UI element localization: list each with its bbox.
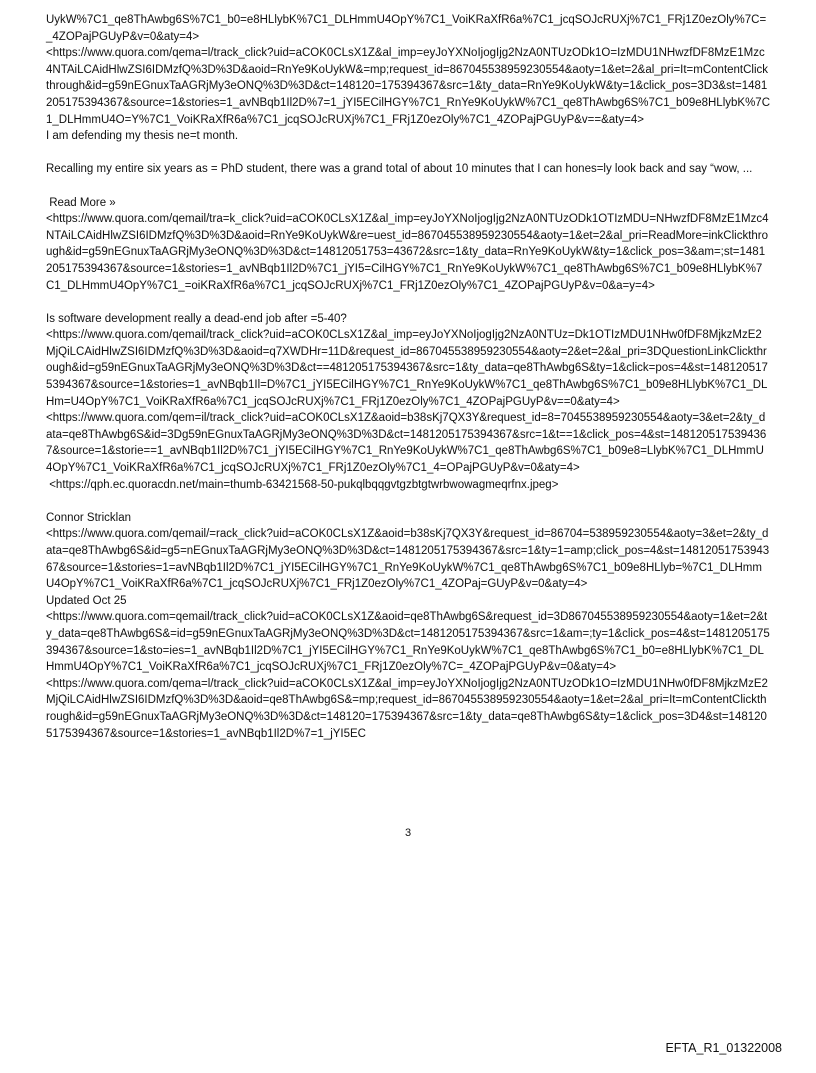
- email-body-text: [46, 12, 770, 742]
- updated-date-tracking-link[interactable]: <https://www.quora.com=qemail/track_click?uid=aCOK0CLsX1Z&aoid=qe8ThAwbg6S&request_id=3D867045538959230554&aoty=1&et=2&ty_data=qe8ThAwbg6S&=id=g59nEGnuxTaAGRjMy3eONQ%3D%3D&ct=1481205175394367&src=1&am=;ty=1&click_pos=4&st=1481205175394367&source=1&sto=ies=1_avNBqb1Il2D%7C1_jYI5ECilHGY%7C1_RnYe9KoUykW%7C1_qe8ThAwbg6S%7C1_b0=e8HLlybK%7C1_DLHmmU4OpY%7C1_VoiKRaXfR6a%7C1_jcqSOJcRUXj%7C1_FRj1Z0ezOly%7C=_4ZOPajPGUyP&v=0&aty=4>: [46, 611, 770, 674]
- question-title: Is software development really a dead-end job after =5-40?: [46, 312, 347, 325]
- blank-line: [46, 145, 770, 162]
- item-content-tracking-link[interactable]: <https://www.quora.com/qema=l/track_click?uid=aCOK0CLsX1Z&al_imp=eyJoYXNoIjogIjg2NzA0NTUzODk1O=IzMDU1NHw0fDF8MjkzMzE2MjQiLCAidHlwZSI6IDMzfQ%3D%3D&aoid=qe8ThAwbg6S&=mp;request_id=867045538959230554&aoty=1&et=2&al_pri=It=mContentClickthrough&id=g59nEGnuxTaAGRjMy3eONQ%3D%3D&ct=148120=175394367&src=1&ty_data=qe8ThAwbg6S&ty=1&click_pos=3D4&st=1481205175394367&source=1&stories=1_avNBqb1Il2D%7=1_jYI5EC: [46, 677, 768, 740]
- blank-line: [46, 294, 770, 311]
- tracking-link-item-content[interactable]: <https://www.quora.com/qema=l/track_click?uid=aCOK0CLsX1Z&al_imp=eyJoYXNoIjogIjg2NzA0NTUzODk1O=IzMDU1NHwzfDF8MzE1Mzc4NTAiLCAidHlwZSI6IDMzfQ%3D%3D&aoid=RnYe9KoUykW&=mp;request_id=867045538959230554&aoty=1&et=2&al_pri=It=mContentClickthrough&id=g59nEGnuxTaAGRjMy3eONQ%3D%3D&ct=148120=175394367&src=1&ty_data=RnYe9KoUykW&ty=1&click_pos=3D3&st=1481205175394367&source=1&stories=1_avNBqb1Il2D%7=1_jYI5ECilHGY%7C1_RnYe9KoUykW%7C1_qe8ThAwbg6S%7C1_b09e8HLlybK%7C1_DLHmmU4O=Y%7C1_VoiKRaXfR6a%7C1_jcqSOJcRUXj%7C1_FRj1Z0ezOly%7C1_4ZOPajPGUyP&v==&aty=4>: [46, 47, 771, 126]
- answer-snippet-first-line: I am defending my thesis ne=t month.: [46, 130, 239, 143]
- bates-number: EFTA_R1_01322008: [665, 1041, 782, 1055]
- answer-snippet-body: Recalling my entire six years as = PhD student, there was a grand total of about 10 minutes that I can hones=ly look back and say “wow, ...: [46, 163, 753, 176]
- read-more-tracking-link[interactable]: <https://www.quora.com/qemail/tra=k_click?uid=aCOK0CLsX1Z&al_imp=eyJoYXNoIjogIjg2NzA0NTUzODk1OTIzMDU=NHwzfDF8MzE1Mzc4NTAiLCAidHlwZSI6IDMzfQ%3D%3D&aoid=RnYe9KoUykW&re=uest_id=867045538959230554&aoty=1&et=2&al_pri=ReadMore=inkClickthrough&id=g59nEGnuxTaAGRjMy3eONQ%3D%3D&ct=14812051753=43672&src=1&ty_data=RnYe9KoUykW&ty=1&click_pos=3&am=;st=1481205175394367&source=1&stories=1_avNBqb1Il2D%7C1_jYI5=CilHGY%7C1_RnYe9KoUykW%7C1_qe8ThAwbg6S%7C1_b09e8HLlybK%7C1_DLHmmU4OpY%7C1_=oiKRaXfR6a%7C1_jcqSOJcRUXj%7C1_FRj1Z0ezOly%7C1_4ZOPajPGUyP&v=0&a=y=4>: [46, 213, 769, 292]
- blank-line: [46, 178, 770, 195]
- blank-line: [46, 493, 770, 510]
- author-name: Connor Stricklan: [46, 511, 132, 524]
- author-profile-link[interactable]: <https://www.quora.com/qemail/=rack_click?uid=aCOK0CLsX1Z&aoid=b38sKj7QX3Y&request_id=86704=538959230554&aoty=3&et=2&ty_data=qe8ThAwbg6S&id=g5=nEGnuxTaAGRjMy3eONQ%3D%3D&ct=1481205175394367&src=1&ty=1=amp;click_pos=4&st=1481205175394367&source=1&stories=1=avNBqb1Il2D%7C1_jYI5ECilHGY%7C1_RnYe9KoUykW%7C1_qe8ThAwbg6S%7C1_b09e8HLlyb=%7C1_DLHmmU4OpY%7C1_VoiKRaXfR6a%7C1_jcqSOJcRUXj%7C1_FRj1Z0ezOly%7C1_4ZOPaj=GUyP&v=0&aty=4>: [46, 528, 770, 591]
- question-tracking-link[interactable]: <https://www.quora.com/qemail/track_click?uid=aCOK0CLsX1Z&al_imp=eyJoYXNoIjogIjg2NzA0NTUz=Dk1OTIzMDU1NHw0fDF8MjkzMzE2MjQiLCAidHlwZSI6IDMzfQ%3D%3D&aoid=q7XWDHr=11D&request_id=867045538959230554&aoty=2&et=2&al_pri=3DQuestionLinkClickthrough&id=g59nEGnuxTaAGRjMy3eONQ%3D%3D&ct==481205175394367&src=1&ty_data=qe8ThAwbg6S&ty=1&click=pos=4&st=1481205175394367&source=1&stories=1_avNBqb1Il=D%7C1_jYI5ECilHGY%7C1_RnYe9KoUykW%7C1_qe8ThAwbg6S%7C1_b09e8HLlybK%7C1_DLHm=U4OpY%7C1_VoiKRaXfR6a%7C1_jcqSOJcRUXj%7C1_FRj1Z0ezOly%7C1_4ZOPajPGUyP&v==0&aty=4>: [46, 329, 768, 408]
- page-number: 3: [404, 827, 412, 839]
- author-tracking-link[interactable]: <https://www.quora.com/qem=il/track_click?uid=aCOK0CLsX1Z&aoid=b38sKj7QX3Y&request_id=8=7045538959230554&aoty=3&et=2&ty_data=qe8ThAwbg6S&id=3Dg59nEGnuxTaAGRjMy3eONQ%3D%3D&ct=1481205175394367&src=1&t==1&click_pos=4&st=1481205175394367&source=1&storie==1_avNBqb1Il2D%7C1_jYI5ECilHGY%7C1_RnYe9KoUykW%7C1_qe8ThAwbg6S%7C1_b09e8=LlybK%7C1_DLHmmU4OpY%7C1_VoiKRaXfR6a%7C1_jcqSOJcRUXj%7C1_FRj1Z0ezOly%7C1_4=OPajPGUyP&v=0&aty=4>: [46, 412, 767, 475]
- updated-date: Updated Oct 25: [46, 594, 127, 607]
- url-fragment-continuation: UykW%7C1_qe8ThAwbg6S%7C1_b0=e8HLlybK%7C1_DLHmmU4OpY%7C1_VoiKRaXfR6a%7C1_jcqSOJcRUXj%7C1_FRj1Z0ezOly%7C=_4ZOPajPGUyP&v=0&aty=4>: [46, 14, 767, 43]
- read-more-link[interactable]: Read More »: [46, 196, 116, 209]
- author-thumbnail-link[interactable]: <https://qph.ec.quoracdn.net/main=thumb-63421568-50-pukqlbqqgvtgzbtgtwrbwowagmeqrfnx.jpeg>: [46, 478, 559, 491]
